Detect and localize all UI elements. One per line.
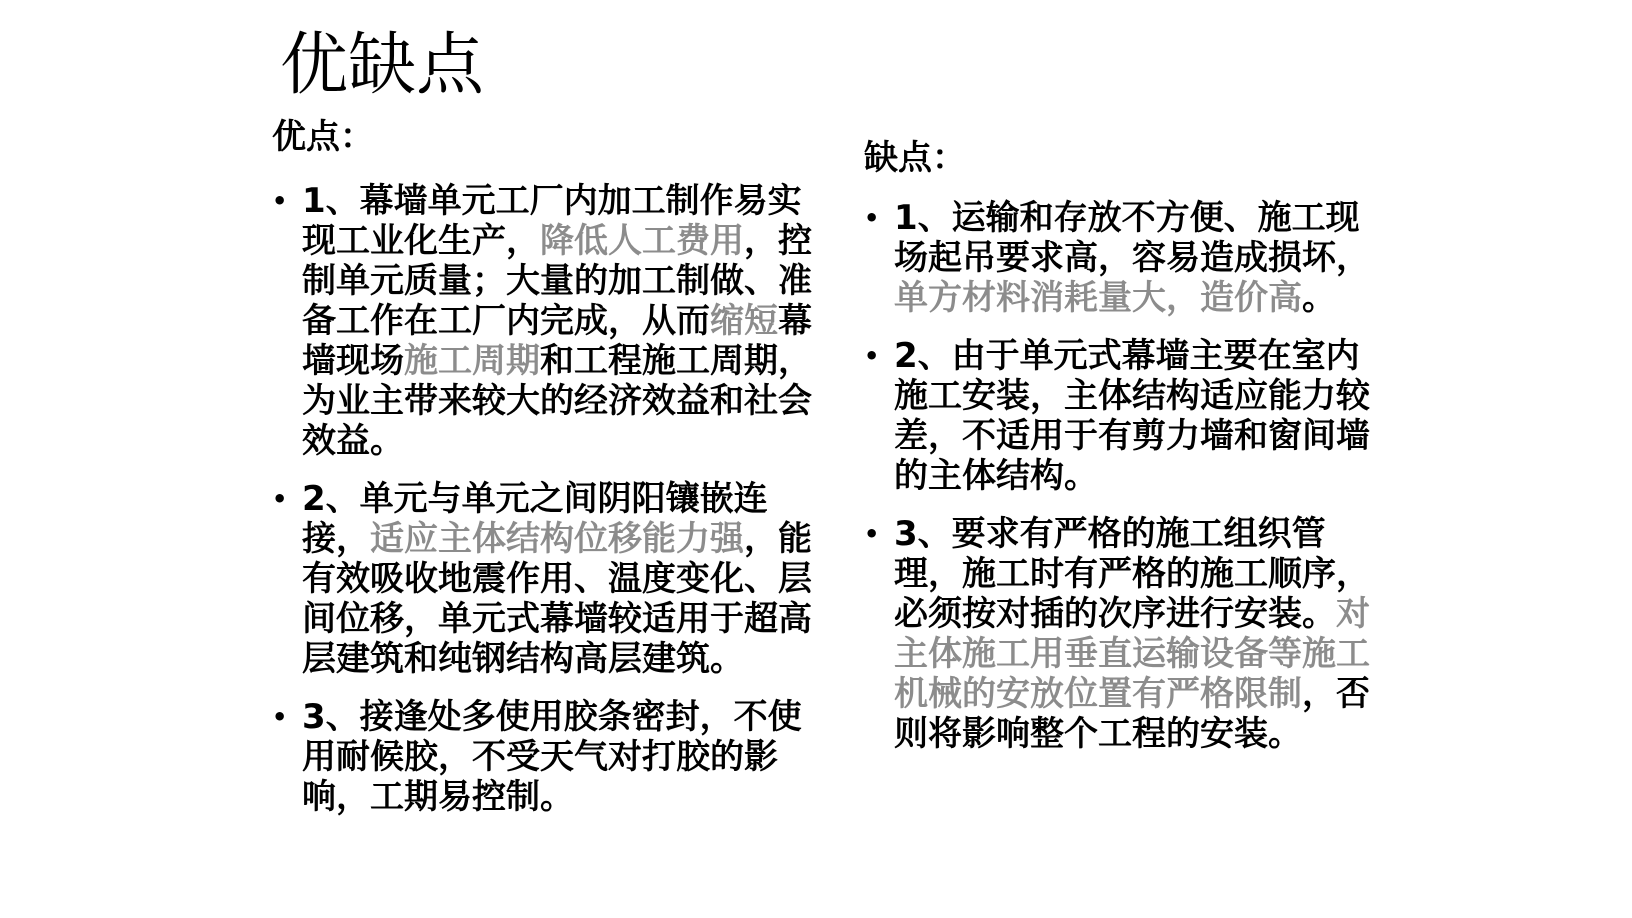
- item-text: 2、由于单元式幕墙主要在室内施工安装，主体结构适应能力较差，不适用于有剪力墙和窗间墙的主体结构。: [894, 336, 1370, 496]
- item-text: 2、单元与单元之间阴阳镶嵌连接，: [302, 479, 768, 559]
- bullet-icon: •: [272, 187, 288, 215]
- bullet-icon: •: [272, 703, 288, 731]
- list-item: [272, 479, 832, 679]
- item-text: 。: [1302, 278, 1336, 318]
- highlighted-text: 施工周期: [404, 341, 540, 381]
- item-text: 1、运输和存放不方便、施工现场起吊要求高，容易造成损坏，: [894, 198, 1370, 278]
- disadvantages-heading: 缺点：: [864, 138, 966, 178]
- bullet-icon: •: [864, 342, 880, 370]
- item-text: 1、幕墙单元工厂内加工制作易实现工业化生产，: [302, 181, 802, 261]
- bullet-icon: •: [272, 485, 288, 513]
- bullet-icon: •: [864, 204, 880, 232]
- item-text: 3、接逢处多使用胶条密封，不使用耐候胶，不受天气对打胶的影响，工期易控制。: [302, 697, 802, 817]
- item-text: 3、要求有严格的施工组织管理，施工时有严格的施工顺序，必须按对插的次序进行安装。: [894, 514, 1370, 634]
- advantages-heading: 优点：: [272, 117, 374, 157]
- bullet-icon: •: [864, 520, 880, 548]
- list-item: [864, 514, 1384, 754]
- list-item: [272, 697, 832, 817]
- slide-title: 优缺点: [280, 26, 485, 105]
- advantages-column: [272, 117, 872, 835]
- item-text: ，能有效吸收地震作用、温度变化、层间位移，单元式幕墙较适用于超高层建筑和纯钢结构高层建筑。: [302, 519, 812, 679]
- highlighted-text: 对主体施工用垂直运输设备等施工机械的安放位置有严格限制: [894, 594, 1370, 714]
- item-text: ，否则将影响整个工程的安装。: [894, 674, 1370, 754]
- list-item: [272, 181, 832, 461]
- highlighted-text: 降低人工费用: [540, 221, 744, 261]
- highlighted-text: 缩短: [710, 301, 778, 341]
- highlighted-text: 适应主体结构位移能力强: [370, 519, 744, 559]
- highlighted-text: 单方材料消耗量大，造价高: [894, 278, 1302, 318]
- item-text: ，控制单元质量；大量的加工制做、准备工作在工厂内完成，从而: [302, 221, 812, 341]
- disadvantages-list: [864, 198, 1404, 754]
- list-item: [864, 336, 1384, 496]
- disadvantages-column: [864, 138, 1404, 772]
- advantages-list: [272, 181, 872, 817]
- item-text: 幕墙现场: [302, 301, 812, 381]
- item-text: 和工程施工周期，为业主带来较大的经济效益和社会效益。: [302, 341, 812, 461]
- list-item: [864, 198, 1384, 318]
